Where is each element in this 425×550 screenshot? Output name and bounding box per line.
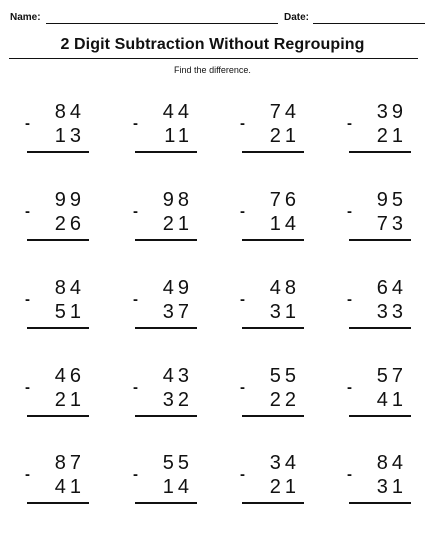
answer-line [27,239,89,241]
minuend: 84 [54,277,85,299]
minus-sign: - [133,379,138,396]
subtraction-problem [347,190,407,250]
subtrahend: 13 [54,125,85,147]
subtrahend: 14 [162,476,193,498]
answer-line [27,502,89,504]
answer-line [135,239,197,241]
minuend: 49 [162,277,193,299]
subtraction-problem [25,102,85,162]
minuend: 64 [376,277,407,299]
minuend: 48 [269,277,300,299]
subtrahend: 73 [376,213,407,235]
subtrahend: 21 [269,476,300,498]
minus-sign: - [25,203,30,220]
subtrahend: 11 [164,125,193,147]
subtraction-problem [240,278,300,338]
subtrahend: 31 [376,476,407,498]
minus-sign: - [133,115,138,132]
minus-sign: - [25,115,30,132]
minuend: 95 [376,189,407,211]
subtraction-problem [347,366,407,426]
subtraction-problem [25,278,85,338]
minus-sign: - [240,379,245,396]
subtrahend: 21 [376,125,407,147]
subtrahend: 21 [54,389,85,411]
subtraction-problem [133,278,193,338]
answer-line [135,327,197,329]
answer-line [27,327,89,329]
answer-line [242,502,304,504]
answer-line [135,502,197,504]
minus-sign: - [240,466,245,483]
minuend: 99 [54,189,85,211]
answer-line [135,415,197,417]
subtraction-problem [133,102,193,162]
minuend: 43 [162,365,193,387]
subtraction-problem [240,102,300,162]
subtraction-problem [25,366,85,426]
minus-sign: - [240,203,245,220]
minus-sign: - [347,379,352,396]
minus-sign: - [133,291,138,308]
answer-line [349,151,411,153]
minus-sign: - [347,203,352,220]
minus-sign: - [240,115,245,132]
minus-sign: - [25,291,30,308]
minuend: 34 [269,452,300,474]
subtrahend: 26 [54,213,85,235]
subtrahend: 41 [54,476,85,498]
subtraction-problem [347,102,407,162]
subtrahend: 21 [162,213,193,235]
minus-sign: - [133,466,138,483]
minuend: 55 [162,452,193,474]
answer-line [242,327,304,329]
subtrahend: 21 [269,125,300,147]
minus-sign: - [25,466,30,483]
minus-sign: - [347,291,352,308]
subtraction-problem [25,190,85,250]
minuend: 44 [162,101,193,123]
subtrahend: 37 [162,301,193,323]
minuend: 57 [376,365,407,387]
answer-line [135,151,197,153]
minuend: 55 [269,365,300,387]
subtrahend: 31 [269,301,300,323]
answer-line [349,502,411,504]
minuend: 76 [269,189,300,211]
subtrahend: 32 [162,389,193,411]
subtraction-problem [240,453,300,513]
minuend: 84 [376,452,407,474]
subtraction-problem [347,278,407,338]
answer-line [27,415,89,417]
minus-sign: - [25,379,30,396]
instructions: Find the difference. [174,65,251,75]
minuend: 39 [376,101,407,123]
subtraction-problem [25,453,85,513]
answer-line [349,415,411,417]
minuend: 98 [162,189,193,211]
subtrahend: 51 [54,301,85,323]
minus-sign: - [347,115,352,132]
answer-line [242,151,304,153]
minus-sign: - [347,466,352,483]
minuend: 84 [54,101,85,123]
answer-line [349,239,411,241]
subtraction-problem [133,366,193,426]
answer-line [242,415,304,417]
subtrahend: 14 [269,213,300,235]
subtraction-problem [240,366,300,426]
answer-line [242,239,304,241]
minuend: 46 [54,365,85,387]
minus-sign: - [240,291,245,308]
answer-line [27,151,89,153]
minus-sign: - [133,203,138,220]
worksheet-title: 2 Digit Subtraction Without Regrouping [60,36,365,53]
subtrahend: 41 [376,389,407,411]
subtraction-problem [347,453,407,513]
minuend: 87 [54,452,85,474]
subtraction-problem [133,190,193,250]
answer-line [349,327,411,329]
date-label: Date: [284,12,310,23]
name-label: Name: [10,12,41,23]
subtrahend: 22 [269,389,300,411]
subtraction-problem [133,453,193,513]
minuend: 74 [269,101,300,123]
subtraction-problem [240,190,300,250]
subtrahend: 33 [376,301,407,323]
